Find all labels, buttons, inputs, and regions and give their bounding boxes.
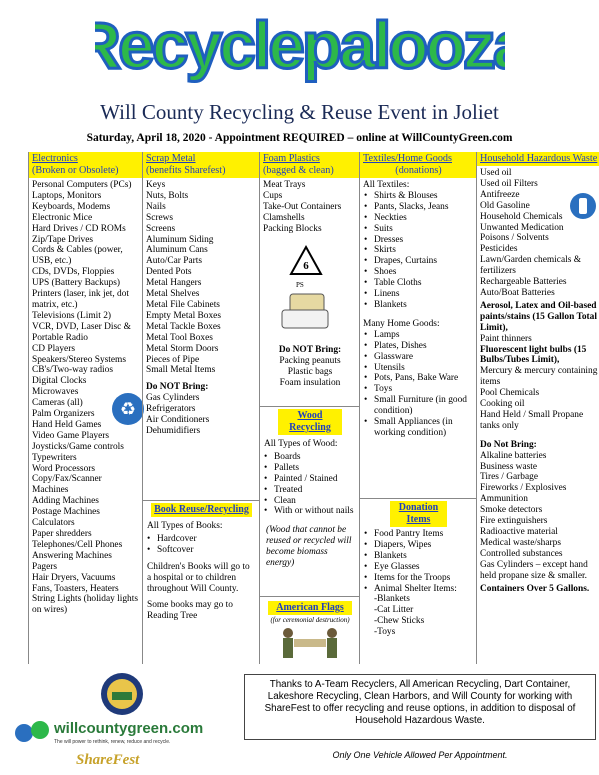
wood-list: [260, 452, 360, 517]
list-item: Keys: [146, 180, 166, 190]
list-item: • Utensils: [374, 363, 477, 374]
wood-title: Wood Recycling: [278, 409, 342, 435]
list-item: Fans, Toasters, Heaters: [32, 583, 119, 594]
list-item: • Suits: [374, 224, 477, 235]
list-item: CD Players: [32, 343, 75, 354]
list-item: Fireworks / Explosives: [480, 483, 567, 494]
list-item: • Linens: [374, 289, 477, 300]
list-item: • Hardcover: [157, 534, 260, 545]
recycle-code-6-icon: [288, 244, 324, 280]
list-item: Nuts, Bolts: [146, 190, 189, 201]
list-item: Hand Held / Small Propane tanks only: [480, 409, 584, 431]
hazardous-list: [477, 166, 599, 301]
hazardous-title: Household Hazardous Waste: [480, 153, 598, 164]
county-seal-logo: [100, 672, 144, 716]
column-scrap-metal: [142, 152, 260, 664]
list-item: Household Chemicals: [480, 211, 563, 222]
sharefest-logo: ShareFest: [76, 752, 140, 768]
list-item: Controlled substances: [480, 548, 563, 559]
thanks-box: Thanks to A-Team Recyclers, All American Recycling, Dart Container, Lakeshore Recycling, Clean Harbors, and Will County for working with ShareFest to offer recycling and reuse options, in addition to disposal of Household Hazardous Waste.: [244, 674, 596, 740]
hazardous-list2: [477, 366, 599, 433]
column-electronics: [28, 152, 143, 664]
event-banner: [95, 6, 505, 86]
list-item: • Small Furniture (in good condition): [374, 395, 477, 417]
flag-ceremony-icon: [274, 625, 346, 661]
books-title: Book Reuse/Recycling: [151, 503, 252, 517]
list-item: Postage Machines: [32, 507, 100, 518]
list-item: -Toys: [374, 627, 396, 638]
textiles-subtitle: (donations): [395, 165, 442, 176]
flags-section: [260, 596, 360, 626]
list-item: Pieces of Pipe: [146, 354, 200, 365]
list-item: • Painted / Stained: [274, 474, 360, 485]
list-item: Aluminum Cans: [146, 245, 208, 256]
list-item: Electronic Mice: [32, 212, 93, 223]
list-item: Cups: [263, 190, 283, 201]
list-item: Paper shredders: [32, 529, 92, 539]
list-item: • Eye Glasses: [374, 562, 477, 573]
hazardous-bold1: Aerosol, Latex and Oil-based paints/stains (15 Gallon Total Limit),: [480, 300, 597, 333]
list-item: • Pants, Slacks, Jeans: [374, 202, 477, 213]
list-item: Calculators: [32, 518, 75, 529]
list-item: Poisons / Solvents: [480, 233, 549, 244]
list-item: Meat Trays: [263, 180, 306, 190]
list-item: Gas Cylinders – except hand held propane size & smaller.: [480, 559, 588, 581]
recycle-code-number: 6: [303, 260, 309, 272]
list-item: Air Conditioners: [146, 415, 210, 426]
list-item: • With or without nails: [274, 506, 360, 517]
footer-note: Only One Vehicle Allowed Per Appointment.: [332, 750, 508, 760]
list-item: CB's/Two-way radios: [32, 365, 113, 376]
list-item: Laptops, Monitors: [32, 190, 102, 201]
list-item: Gas Cylinders: [146, 393, 200, 404]
list-item: • Boards: [274, 452, 360, 463]
recycle-code-label: PS: [296, 281, 304, 289]
list-item: Zip/Tape Drives: [32, 234, 94, 245]
list-item: Clamshells: [263, 212, 305, 223]
list-item: Video Game Players: [32, 430, 110, 441]
list-item: String Lights (holiday lights on wires): [32, 594, 138, 616]
list-item: Auto/Car Parts: [146, 256, 202, 267]
list-item: Cameras (all): [32, 398, 83, 409]
foam-not-section: [260, 345, 360, 389]
list-item: • Pots, Pans, Bake Ware: [374, 373, 477, 384]
list-item: Auto/Boat Batteries: [480, 287, 555, 298]
list-item: Metal Storm Doors: [146, 343, 219, 354]
list-item: Printers (laser, ink jet, dot matrix, etc.): [32, 289, 129, 310]
list-item: • Shoes: [374, 267, 477, 278]
list-item: • Food Pantry Items: [374, 529, 477, 540]
list-item: Telephones/Cell Phones: [32, 539, 123, 550]
list-item: Televisions (Limit 2): [32, 310, 112, 321]
list-item: Radioactive material: [480, 527, 558, 537]
list-item: Screws: [146, 212, 174, 223]
foam-subtitle: (bagged & clean): [263, 165, 334, 176]
foam-not-title: Do NOT Bring:: [278, 345, 342, 355]
list-item: Medical waste/sharps: [480, 537, 561, 548]
list-item: VCR, DVD, Laser Disc & Portable Radio: [32, 321, 131, 343]
list-item: • Neckties: [374, 213, 477, 224]
list-item: • Animal Shelter Items:: [374, 584, 477, 595]
list-item: Fire extinguishers: [480, 516, 548, 527]
hazardous-header: [477, 152, 599, 166]
list-item: Metal Hangers: [146, 278, 202, 289]
list-item: Ammunition: [480, 494, 528, 505]
hazard-icon: [569, 192, 597, 220]
list-item: Foam insulation: [279, 377, 341, 388]
willcountygreen-logo-text: willcountygreen.com: [54, 720, 204, 737]
foam-list: [260, 178, 360, 237]
list-item: Pool Chemicals: [480, 388, 540, 399]
column-foam: [259, 152, 360, 664]
svg-text:♻: ♻: [119, 399, 137, 419]
electronics-subtitle: (Broken or Obsolete): [32, 165, 119, 176]
list-item: Palm Organizers: [32, 409, 95, 420]
list-item: -Cat Litter: [374, 605, 414, 616]
list-item: Used oil Filters: [480, 178, 538, 189]
flags-title: American Flags: [268, 601, 352, 615]
list-item: • Lamps: [374, 330, 477, 341]
list-item: Copy/Fax/Scanner Machines: [32, 474, 102, 496]
column-hazardous: [476, 152, 599, 664]
scrap-not-list: [143, 393, 260, 439]
homegoods-list: [360, 330, 477, 439]
hazardous-bold2: Fluorescent light bulbs (15 Bulbs/Tubes Limit),: [480, 344, 587, 366]
list-item: • Pallets: [274, 463, 360, 474]
flags-subtitle: (for ceremonial destruction): [270, 616, 350, 624]
list-item: Cooking oil: [480, 399, 525, 410]
list-item: Metal File Cabinets: [146, 299, 220, 310]
books-list: [143, 534, 260, 556]
books-note1: Children's Books will go to a hospital or to children throughout Will County.: [147, 561, 250, 594]
willcountygreen-logo-icon: [14, 718, 56, 748]
list-item: Nails: [146, 201, 166, 212]
textiles-list: [360, 191, 477, 311]
foam-containers-icon: [278, 290, 338, 332]
list-item: • Softcover: [157, 545, 260, 556]
list-item: Dehumidifiers: [146, 425, 201, 436]
list-item: • Treated: [274, 485, 360, 496]
list-item: Hard Drives / CD ROMs: [32, 223, 126, 234]
wood-section: [260, 406, 360, 569]
donation-sub-list: [360, 594, 477, 638]
list-item: -Blankets: [374, 594, 410, 605]
banner-title: Recyclepalooza: [95, 8, 505, 82]
list-item: • Shirts & Blouses: [374, 191, 477, 202]
list-item: Plastic bags: [287, 366, 333, 377]
list-item: Empty Metal Boxes: [146, 310, 221, 321]
foam-not-list: [260, 356, 360, 389]
list-item: Antifreeze: [480, 189, 520, 200]
list-item: Pesticides: [480, 244, 518, 255]
list-item: Used oil: [480, 168, 512, 178]
list-item: Cords & Cables (power, USB, etc.): [32, 245, 123, 267]
list-item: • Blankets: [374, 300, 477, 311]
list-item: • Blankets: [374, 551, 477, 562]
list-item: Lawn/Garden chemicals & fertilizers: [480, 255, 582, 277]
list-item: • Small Appliances (in working condition): [374, 417, 477, 439]
scrap-header: [143, 152, 260, 178]
list-item: Business waste: [480, 461, 538, 472]
books-note2: Some books may go to Reading Tree: [147, 600, 233, 622]
scrap-list: [143, 178, 260, 378]
list-item: Rechargeable Batteries: [480, 277, 567, 288]
list-item: Unwanted Medication: [480, 222, 564, 233]
list-item: Metal Tool Boxes: [146, 332, 213, 343]
list-item: Keyboards, Modems: [32, 201, 111, 212]
list-item: Metal Shelves: [146, 289, 200, 300]
list-item: • Skirts: [374, 245, 477, 256]
hazardous-mid: Paint thinners: [480, 333, 532, 344]
wood-intro: All Types of Wood:: [264, 439, 338, 449]
books-intro: All Types of Books:: [147, 521, 223, 531]
list-item: Pagers: [32, 561, 57, 572]
list-item: Metal Tackle Boxes: [146, 321, 221, 332]
foam-header: [260, 152, 360, 178]
list-item: • Table Cloths: [374, 278, 477, 289]
list-item: Screens: [146, 223, 176, 234]
list-item: • Items for the Troops: [374, 573, 477, 584]
list-item: Small Metal Items: [146, 365, 216, 376]
list-item: Hair Dryers, Vacuums: [32, 572, 116, 583]
textiles-header: [360, 152, 477, 178]
banner-logo: [95, 6, 505, 86]
books-section: [143, 500, 260, 622]
list-item: • Toys: [374, 384, 477, 395]
homegoods-intro: Many Home Goods:: [363, 318, 440, 329]
donation-list: [360, 529, 477, 594]
column-textiles: [359, 152, 477, 664]
list-item: • Glassware: [374, 352, 477, 363]
scrap-title: Scrap Metal: [146, 153, 196, 164]
scrap-not-title: Do NOT Bring:: [146, 382, 209, 393]
event-dateline: Saturday, April 18, 2020 - Appointment REQUIRED – online at WillCountyGreen.com: [86, 132, 513, 144]
willcountygreen-tagline: The will power to rethink, renew, reduce and recycle.: [54, 739, 171, 745]
list-item: Aluminum Siding: [146, 234, 214, 245]
list-item: Adding Machines: [32, 496, 99, 507]
electronics-header: [29, 152, 143, 178]
list-item: • Dresses: [374, 235, 477, 246]
list-item: • Drapes, Curtains: [374, 256, 477, 267]
list-item: Microwaves: [32, 387, 79, 398]
hazardous-not-title: Do Not Bring:: [480, 439, 537, 450]
wood-note: (Wood that cannot be reused or recycled will become biomass energy): [266, 525, 352, 569]
list-item: Hand Held Games: [32, 419, 102, 430]
list-item: Tires / Garbage: [480, 472, 538, 483]
donation-title: Donation Items: [390, 501, 447, 527]
electronics-title: Electronics: [32, 153, 78, 164]
list-item: • Clean: [274, 496, 360, 507]
list-item: Packing peanuts: [279, 355, 341, 366]
list-item: Packing Blocks: [263, 223, 322, 234]
foam-title: Foam Plastics: [263, 153, 320, 164]
list-item: Mercury & mercury containing items: [480, 366, 598, 388]
list-item: Smoke detectors: [480, 505, 543, 516]
scrap-subtitle: (benefits Sharefest): [146, 165, 226, 176]
list-item: Typewriters: [32, 452, 77, 463]
recycle-icon: [111, 392, 145, 426]
list-item: Speakers/Stereo Systems: [32, 354, 126, 365]
list-item: Refrigerators: [146, 404, 196, 415]
list-item: • Plates, Dishes: [374, 341, 477, 352]
list-item: Dented Pots: [146, 267, 192, 278]
list-item: Personal Computers (PCs): [32, 180, 132, 190]
page-subtitle: Will County Recycling & Reuse Event in Joliet: [100, 100, 499, 124]
list-item: Alkaline batteries: [480, 450, 547, 461]
list-item: -Chew Sticks: [374, 616, 425, 627]
textiles-intro: All Textiles:: [363, 180, 410, 190]
logos: [10, 668, 235, 773]
list-item: Joysticks/Game controls: [32, 441, 124, 452]
list-item: Digital Clocks: [32, 376, 87, 387]
list-item: CDs, DVDs, Floppies: [32, 267, 115, 278]
categories-grid: [28, 152, 599, 664]
list-item: • Diapers, Wipes: [374, 540, 477, 551]
hazardous-not-bold: Containers Over 5 Gallons.: [480, 583, 590, 594]
list-item: Take-Out Containers: [263, 201, 342, 212]
list-item: Old Gasoline: [480, 200, 530, 211]
list-item: Answering Machines: [32, 550, 112, 561]
list-item: UPS (Battery Backups): [32, 278, 121, 289]
hazardous-not-list: [477, 451, 599, 584]
list-item: Word Processors: [32, 463, 96, 474]
textiles-title: Textiles/Home Goods: [363, 153, 452, 164]
donation-section: [360, 498, 477, 638]
